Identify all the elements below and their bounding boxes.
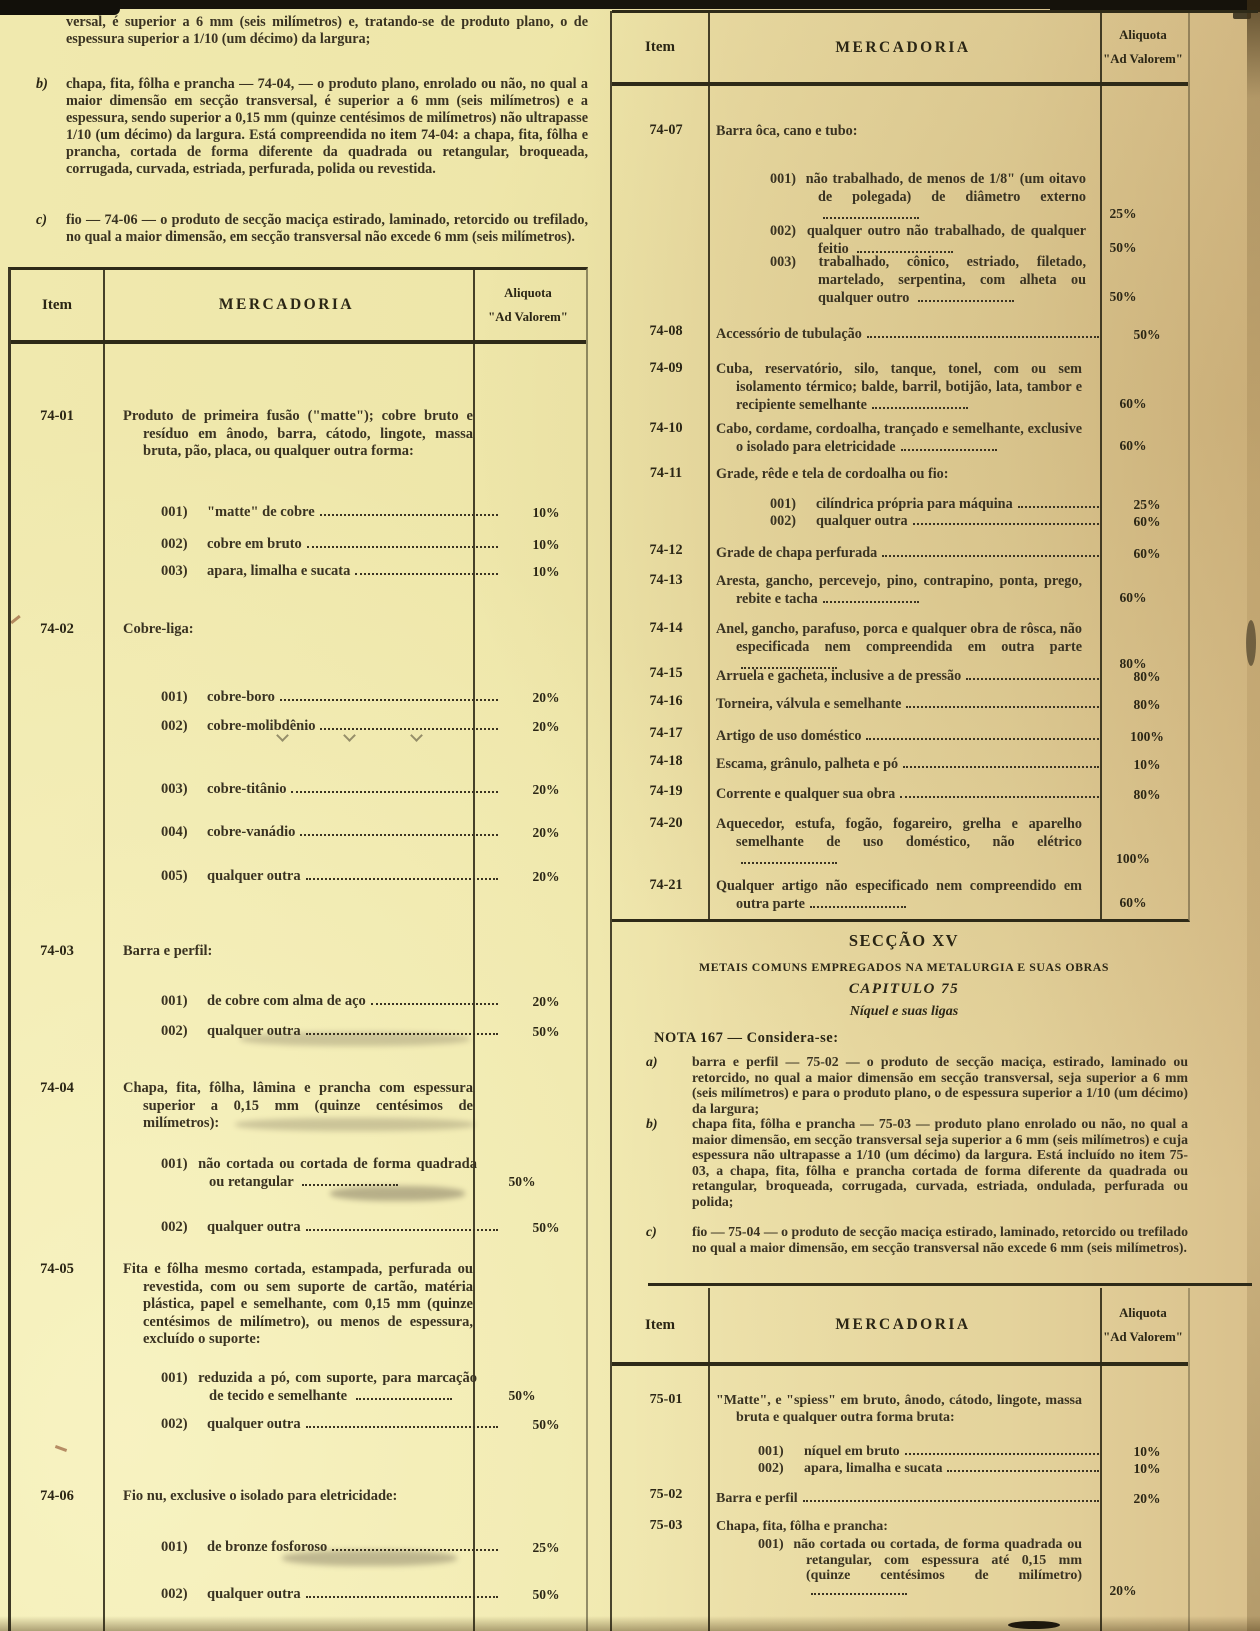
subitem-text: de cobre com alma de aço	[207, 993, 366, 1009]
nota-item-a	[646, 1054, 1188, 1116]
rate-value: 25%	[532, 1540, 560, 1555]
subitem-number: 001)	[161, 689, 188, 705]
dot-leader	[306, 1229, 498, 1231]
subitem-number: 001)	[758, 1444, 784, 1459]
subitem-text: cobre-boro	[207, 689, 275, 705]
subitem-number: 005)	[161, 868, 188, 884]
item-number: 74-05	[40, 1261, 74, 1277]
item-number: 74-07	[649, 122, 683, 138]
description-text: Arruela e gacheta, inclusive a de pressão	[716, 668, 962, 684]
item-number: 75-03	[649, 1518, 683, 1533]
tariff-subitem	[161, 533, 589, 553]
note-item-c	[36, 212, 588, 246]
item-number: 75-02	[649, 1487, 683, 1502]
ad-valorem-label: "Ad Valorem"	[488, 309, 568, 324]
dot-leader	[966, 678, 1099, 680]
merchandise-description: Anel, gancho, parafuso, porca e qualquer obra de rôsca, não especificada nem compreendida em outra parte 80%	[716, 620, 1082, 674]
rate-value: 50%	[532, 1417, 560, 1432]
left-tariff-table	[8, 267, 588, 1631]
dot-leader	[355, 573, 498, 575]
note-item-label: b)	[36, 76, 48, 92]
rate-value: 20%	[532, 690, 560, 705]
table-header	[612, 1288, 1188, 1366]
dot-leader	[300, 834, 498, 836]
rate-value: 20%	[1109, 1582, 1137, 1598]
dot-leader	[371, 1003, 498, 1005]
item-number: 74-04	[40, 1080, 74, 1096]
item-number: 74-12	[649, 542, 683, 558]
tariff-subitem: 003) trabalhado, cônico, estriado, filetado, martelado, serpentina, com alheta ou qualquer outro 50%	[770, 253, 1190, 307]
subitem-number: 003)	[770, 254, 797, 270]
rate-value: 25%	[1133, 497, 1161, 512]
merchandise-description: "Matte", e "spiess" em bruto, ânodo, cátodo, lingote, massa bruta e qualquer outra forma bruta:	[716, 1393, 1082, 1425]
tariff-subitem	[161, 865, 589, 885]
subitem-number: 001)	[161, 1156, 188, 1172]
subitem-text: níquel em bruto	[804, 1444, 900, 1459]
dot-leader	[918, 300, 1014, 302]
nota-item-text: chapa fita, fôlha e prancha — 75-03 — produto plano enrolado ou não, no qual a maior dimensão, em secção transversal seja superior a 6 mm (seis milímetros) e cuja espessura não ultrapasse a 1/10 (um décimo) da largura. Está incluído no item 75-03, a chapa, fita, fôlha e prancha cortada de forma diferente da quadrada ou retangular, broqueada, corrugada, curvada, estriada, ondulada, perfurada ou polida;	[692, 1116, 1188, 1209]
dot-leader	[810, 906, 906, 908]
subitem-text: cobre em bruto	[207, 536, 302, 552]
merchandise-description: Aresta, gancho, percevejo, pino, contrapino, ponta, prego, rebite e tacha 60%	[716, 572, 1082, 608]
column-header-item: Item	[42, 296, 72, 313]
tariff-subitem	[161, 1536, 589, 1556]
description-text: Grade de chapa perfurada	[716, 545, 878, 561]
dot-leader	[306, 878, 498, 880]
ink-blob	[1246, 620, 1256, 666]
note-item-b	[36, 76, 588, 178]
merchandise-description	[716, 783, 1190, 803]
note-item-text: fio — 74-06 — o produto de secção maciça estirado, laminado, retorcido ou trefilado, no qual a maior dimensão, em secção transversal não excede 6 mm (seis milímetros).	[66, 212, 588, 245]
column-header-aliquota	[1098, 13, 1188, 82]
dot-leader	[741, 862, 837, 864]
subitem-text: apara, limalha e sucata	[207, 563, 351, 579]
merchandise-description: Fio nu, exclusive o isolado para eletricidade:	[123, 1488, 398, 1504]
rate-value: 50%	[1109, 240, 1137, 255]
rate-value: 100%	[1116, 851, 1150, 866]
dot-leader	[811, 1593, 907, 1595]
rate-value: 20%	[532, 869, 560, 884]
nota-item-text: fio — 75-04 — o produto de secção maciça estirado, laminado, retorcido ou trefilado no qual a maior dimensão, em secção transversal não excede 6 mm (seis milímetros).	[692, 1224, 1188, 1255]
column-header-aliquota	[1098, 1288, 1188, 1362]
rate-value: 50%	[532, 1220, 560, 1235]
dot-leader	[1018, 506, 1099, 508]
subitem-text: de bronze fosforoso	[207, 1539, 328, 1555]
merchandise-description: Cuba, reservatório, silo, tanque, tonel, com ou sem isolamento térmico; balde, barril, botijão, lata, tambor e recipiente semelhante 60%	[716, 360, 1082, 414]
rate-value: 20%	[532, 994, 560, 1009]
merchandise-description	[716, 665, 1190, 685]
ad-valorem-label: "Ad Valorem"	[1103, 52, 1183, 66]
nota-item-label: b)	[646, 1116, 658, 1131]
subitem-number: 003)	[161, 781, 188, 797]
tariff-subitem: 001) não trabalhado, de menos de 1/8" (um oitavo de polegada) de diâmetro externo 25%	[770, 170, 1190, 224]
merchandise-description: Cabo, cordame, cordoalha, trançado e semelhante, exclusive o isolado para eletricidade 60%	[716, 420, 1082, 456]
description-text: Barra e perfil	[716, 1491, 798, 1506]
dot-leader	[291, 791, 498, 793]
rate-value: 25%	[1109, 206, 1137, 221]
chapter-title: CAPITULO 75	[848, 981, 960, 997]
merchandise-description	[716, 323, 1190, 343]
rate-value: 60%	[1119, 590, 1147, 605]
subitem-number: 001)	[161, 504, 188, 520]
rate-value: 10%	[532, 505, 560, 520]
subitem-number: 001)	[161, 993, 188, 1009]
tariff-subitem: 001) não cortada ou cortada de forma quadrada ou retangular 50%	[161, 1156, 589, 1191]
subitem-text: cobre-titânio	[207, 781, 287, 797]
rate-value: 60%	[1133, 546, 1161, 561]
subitem-text: qualquer outra	[207, 868, 301, 884]
merchandise-description: Chapa, fita, fôlha e prancha:	[716, 1519, 888, 1534]
rate-value: 10%	[1133, 757, 1161, 772]
tariff-subitem: 001) não cortada ou cortada, de forma quadrada ou retangular, com espessura até 0,15 mm (quinze centésimos de milímetro) 20%	[758, 1537, 1190, 1599]
dot-leader	[905, 1453, 1099, 1455]
merchandise-description	[716, 753, 1190, 773]
tariff-subitem	[161, 560, 589, 580]
dot-leader	[866, 738, 1099, 740]
rate-value: 20%	[532, 719, 560, 734]
subitem-number: 001)	[770, 171, 797, 187]
dot-leader	[320, 514, 498, 516]
subitem-text: qualquer outra	[207, 1416, 301, 1432]
merchandise-description: Cobre-liga:	[123, 621, 194, 637]
tariff-subitem	[161, 821, 589, 841]
dot-leader	[320, 728, 498, 730]
dot-leader	[903, 766, 1099, 768]
rate-value: 60%	[1119, 396, 1147, 411]
item-number: 74-15	[649, 665, 683, 681]
dot-leader	[882, 555, 1099, 557]
rate-value: 100%	[1130, 729, 1164, 744]
subitem-number: 002)	[161, 718, 188, 734]
dot-leader	[823, 601, 919, 603]
right-tariff-table	[612, 13, 1190, 922]
tariff-subitem	[161, 1583, 589, 1603]
subitem-text: qualquer outra	[207, 1586, 301, 1602]
subitem-text: cobre-vanádio	[207, 824, 296, 840]
subitem-number: 001)	[161, 1539, 188, 1555]
nickel-tariff-table	[612, 1288, 1190, 1631]
tariff-subitem	[758, 1460, 1190, 1477]
dot-leader	[900, 796, 1099, 798]
subitem-number: 002)	[770, 223, 797, 239]
dot-leader	[906, 706, 1099, 708]
dot-leader	[306, 1596, 498, 1598]
nota-item-c	[646, 1224, 1188, 1255]
rate-value: 20%	[1133, 1491, 1161, 1506]
rate-value: 10%	[532, 537, 560, 552]
scan-right-edge	[1247, 0, 1260, 1631]
rate-value: 60%	[1119, 438, 1147, 453]
item-number: 74-19	[649, 783, 683, 799]
merchandise-description: Aquecedor, estufa, fogão, fogareiro, grelha e aparelho semelhante de uso doméstico, não elétrico 100%	[716, 815, 1082, 869]
aliquota-label: Aliquota	[1119, 1305, 1167, 1320]
nota-item-label: c)	[646, 1224, 657, 1239]
rate-value: 50%	[1133, 327, 1161, 342]
dot-leader	[947, 1470, 1099, 1472]
merchandise-description	[716, 1487, 1190, 1507]
dot-leader	[901, 449, 997, 451]
tariff-subitem	[161, 501, 589, 521]
dot-leader	[913, 523, 1099, 525]
tariff-subitem	[161, 1413, 589, 1433]
merchandise-description: Produto de primeira fusão ("matte"); cobre bruto e resíduo em ânodo, barra, cátodo, lingote, massa bruta, pão, placa, ou qualquer outra forma:	[123, 408, 473, 459]
table-header	[11, 270, 586, 344]
dot-leader	[823, 217, 919, 219]
tariff-subitem: 002) qualquer outro não trabalhado, de qualquer feitio 50%	[770, 222, 1190, 258]
tariff-subitem	[161, 778, 589, 798]
subitem-number: 002)	[161, 1023, 188, 1039]
rate-value: 10%	[1133, 1461, 1161, 1476]
table-header	[612, 13, 1188, 86]
chapter-subtitle: Níquel e suas ligas	[849, 1004, 959, 1019]
subitem-text: cilíndrica própria para máquina	[816, 496, 1013, 512]
subitem-text: apara, limalha e sucata	[804, 1461, 943, 1476]
dot-leader	[280, 699, 498, 701]
nota-item-label: a)	[646, 1054, 658, 1069]
merchandise-description	[716, 725, 1190, 745]
merchandise-description: Qualquer artigo não especificado nem compreendido em outra parte 60%	[716, 877, 1082, 913]
item-number: 74-18	[649, 753, 683, 769]
nota-item-b	[646, 1116, 1188, 1209]
aliquota-label: Aliquota	[1119, 28, 1167, 42]
rate-value: 50%	[508, 1173, 536, 1189]
item-number: 74-17	[649, 725, 683, 741]
rate-value: 50%	[1109, 289, 1137, 304]
tariff-subitem	[161, 1020, 589, 1040]
subitem-number: 002)	[161, 536, 188, 552]
dot-leader	[356, 1398, 452, 1400]
column-header-mercadoria: MERCADORIA	[835, 1316, 971, 1333]
merchandise-description	[716, 542, 1190, 562]
note-item-text: chapa, fita, fôlha e prancha — 74-04, — o produto plano, enrolado ou não, no qual a maior dimensão em secção transversal, é superior a 6 mm (seis milímetros) e a espessura, sendo superior a 0,15 mm (quinze centésimos de milímetros) não ultrapasse 1/10 (um décimo) da largura. Está compreendida no item 74-04: a chapa, fita, fôlha e prancha, cortada de forma diferente da quadrada ou retangular, broqueada, corrugada, curvada, estriada, perfurada, polida ou revestida.	[66, 76, 588, 177]
subitem-number: 001)	[770, 496, 797, 512]
subitem-number: 001)	[758, 1537, 784, 1552]
nota-item-text: barra e perfil — 75-02 — o produto de secção maciça, estirado, laminado ou retorcido, no qual a maior dimensão em secção transversal, seja superior a 6 mm (seis milímetros) e para o produto plano, o de espessura superior a 1/10 (um décimo) da largura;	[692, 1054, 1188, 1116]
dot-leader	[803, 1500, 1099, 1502]
description-text: Accessório de tubulação	[716, 326, 862, 342]
rate-value: 60%	[1133, 514, 1161, 529]
column-header-mercadoria: MERCADORIA	[835, 38, 971, 56]
rate-value: 10%	[1133, 1444, 1161, 1459]
subitem-number: 002)	[770, 513, 797, 529]
nota-heading: NOTA 167 — Considera-se:	[654, 1030, 839, 1046]
rate-value: 80%	[1133, 697, 1161, 712]
item-number: 74-20	[649, 815, 683, 831]
item-number: 74-16	[649, 693, 683, 709]
item-number: 74-09	[649, 360, 683, 376]
column-header-item: Item	[645, 1316, 675, 1333]
tariff-subitem	[161, 686, 589, 706]
tariff-subitem: 001) reduzida a pó, com suporte, para marcação de tecido e semelhante 50%	[161, 1370, 589, 1405]
item-number: 74-02	[40, 621, 74, 637]
section-subtitle: METAIS COMUNS EMPREGADOS NA METALURGIA E SUAS OBRAS	[698, 960, 1109, 974]
dot-leader	[302, 1184, 398, 1186]
subitem-number: 002)	[161, 1416, 188, 1432]
dot-leader	[867, 336, 1099, 338]
item-number: 74-14	[649, 620, 683, 636]
item-number: 74-06	[40, 1488, 74, 1504]
merchandise-description: Fita e fôlha mesmo cortada, estampada, perfurada ou revestida, com ou sem suporte de cartão, matéria plástica, papel e semelhante, com 0,15 mm (quinze centésimos de milímetro), ou menos de espessura, excluído o suporte:	[123, 1261, 473, 1347]
ad-valorem-label: "Ad Valorem"	[1103, 1329, 1183, 1344]
item-number: 74-10	[649, 420, 683, 436]
subitem-number: 002)	[161, 1219, 188, 1235]
merchandise-description: Grade, rêde e tela de cordoalha ou fio:	[716, 466, 949, 482]
item-number: 74-21	[649, 877, 683, 893]
item-number: 74-01	[40, 408, 74, 424]
item-number: 74-13	[649, 572, 683, 588]
subitem-text: qualquer outra	[207, 1219, 301, 1235]
tariff-subitem	[161, 1216, 589, 1236]
dot-leader	[306, 1426, 498, 1428]
item-number: 74-03	[40, 943, 74, 959]
tariff-subitem	[161, 990, 589, 1010]
rate-value: 50%	[508, 1387, 536, 1403]
description-text: Artigo de uso doméstico	[716, 728, 862, 744]
rate-value: 60%	[1119, 895, 1147, 910]
rate-value: 50%	[532, 1587, 560, 1602]
column-header-item: Item	[645, 39, 675, 55]
tariff-subitem	[758, 1443, 1190, 1460]
subitem-number: 003)	[161, 563, 188, 579]
rate-value: 10%	[532, 564, 560, 579]
dot-leader	[332, 1549, 498, 1551]
merchandise-description: Chapa, fita, fôlha, lâmina e prancha com espessura superior a 0,15 mm (quinze centésimos de milímetros):	[123, 1080, 473, 1131]
rate-value: 80%	[1133, 669, 1161, 684]
subitem-number: 002)	[161, 1586, 188, 1602]
description-text: Torneira, válvula e semelhante	[716, 696, 902, 712]
item-column-divider	[103, 270, 105, 1631]
dot-leader	[307, 546, 498, 548]
subitem-text: cobre-molibdênio	[207, 718, 316, 734]
note-continuation-text: versal, é superior a 6 mm (seis milímetros) e, tratando-se de produto plano, o de espessura superior a 1/10 (um décimo) da largura;	[66, 14, 588, 47]
subitem-text: qualquer outra	[207, 1023, 301, 1039]
rate-value: 80%	[1133, 787, 1161, 802]
column-header-aliquota	[470, 270, 586, 340]
section-title: SECÇÃO XV	[848, 931, 960, 950]
description-text: Escama, grânulo, palheta e pó	[716, 756, 899, 772]
rate-value: 20%	[532, 782, 560, 797]
dot-leader	[872, 407, 968, 409]
rate-value: 50%	[532, 1024, 560, 1039]
subitem-text: "matte" de cobre	[207, 504, 315, 520]
note-item-label: c)	[36, 212, 48, 228]
item-number: 74-08	[649, 323, 683, 339]
subitem-text: qualquer outra	[816, 513, 908, 529]
rate-value: 80%	[1119, 656, 1147, 671]
merchandise-description: Barra ôca, cano e tubo:	[716, 123, 858, 139]
merchandise-description: Barra e perfil:	[123, 943, 213, 959]
subitem-number: 001)	[161, 1370, 188, 1386]
tariff-subitem	[770, 510, 1190, 530]
subitem-number: 002)	[758, 1461, 784, 1476]
scan-top-edge-left	[0, 0, 120, 15]
column-header-mercadoria: MERCADORIA	[218, 296, 355, 313]
merchandise-description	[716, 693, 1190, 713]
rate-value: 20%	[532, 825, 560, 840]
item-number: 74-11	[649, 465, 683, 481]
bottom-table-top-rule	[648, 1283, 1252, 1286]
aliquota-label: Aliquota	[504, 285, 552, 300]
description-text: Corrente e qualquer sua obra	[716, 786, 896, 802]
dot-leader	[306, 1033, 498, 1035]
subitem-number: 004)	[161, 824, 188, 840]
tariff-subitem	[161, 715, 589, 735]
item-number: 75-01	[649, 1392, 683, 1407]
